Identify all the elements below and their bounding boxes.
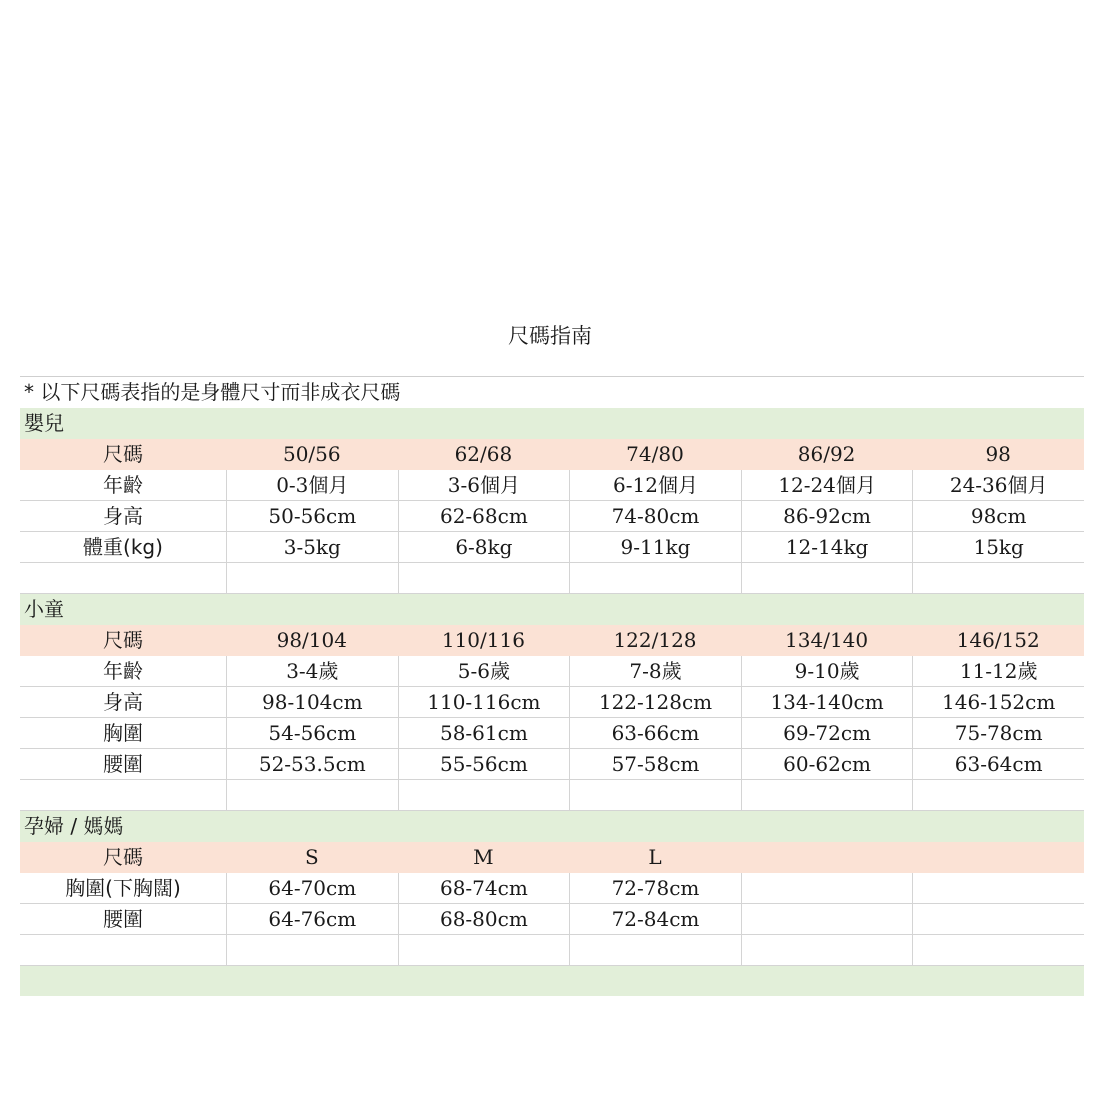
size-header-cell: 98/104 — [276, 628, 347, 652]
size-header-cell: 134/140 — [785, 628, 869, 652]
blank-cell — [912, 563, 1084, 593]
blank-cell — [741, 780, 913, 810]
row-label: 年齡 — [103, 659, 143, 683]
size-note: * 以下尺碼表指的是身體尺寸而非成衣尺碼 — [24, 380, 401, 404]
size-header-row — [20, 842, 1084, 873]
size-header-cell: 74/80 — [626, 442, 684, 466]
table-cell: 5-6歲 — [398, 656, 570, 686]
blank-row — [20, 935, 1084, 966]
table-cell: 3-5kg — [226, 532, 398, 562]
table-row — [20, 532, 1084, 563]
blank-cell — [569, 780, 741, 810]
table-cell: 11-12歲 — [912, 656, 1084, 686]
table-row — [20, 904, 1084, 935]
blank-cell — [569, 935, 741, 965]
blank-cell — [398, 563, 570, 593]
table-cell: 9-10歲 — [741, 656, 913, 686]
table-cell: 146-152cm — [912, 687, 1084, 717]
table-row — [20, 656, 1084, 687]
table-cell: 86-92cm — [741, 501, 913, 531]
table-cell — [741, 873, 913, 903]
blank-cell — [912, 935, 1084, 965]
row-label: 體重(kg) — [83, 535, 163, 559]
section-title: 小童 — [24, 597, 64, 621]
table-cell: 52-53.5cm — [226, 749, 398, 779]
size-header-label: 尺碼 — [103, 845, 143, 869]
size-header-cell: 98 — [985, 442, 1011, 466]
table-cell — [912, 873, 1084, 903]
size-sections — [20, 408, 1084, 966]
size-header-row — [20, 439, 1084, 470]
blank-cell — [741, 935, 913, 965]
table-cell: 72-78cm — [569, 873, 741, 903]
table-row — [20, 687, 1084, 718]
size-header-cell: 122/128 — [613, 628, 697, 652]
table-footer-band — [20, 966, 1084, 996]
section-header — [20, 811, 1084, 842]
table-cell: 15kg — [912, 532, 1084, 562]
table-cell: 98-104cm — [226, 687, 398, 717]
section-header — [20, 408, 1084, 439]
table-cell: 3-4歲 — [226, 656, 398, 686]
size-header-cell: S — [304, 845, 319, 869]
table-cell: 74-80cm — [569, 501, 741, 531]
table-row — [20, 749, 1084, 780]
table-cell: 57-58cm — [569, 749, 741, 779]
size-header-cell: 146/152 — [956, 628, 1040, 652]
table-cell: 6-12個月 — [569, 470, 741, 500]
table-cell: 110-116cm — [398, 687, 570, 717]
table-cell: 62-68cm — [398, 501, 570, 531]
size-header-cell — [912, 842, 1084, 873]
size-header-cell: 50/56 — [282, 442, 341, 466]
table-cell: 12-14kg — [741, 532, 913, 562]
table-cell: 12-24個月 — [741, 470, 913, 500]
blank-row — [20, 563, 1084, 594]
table-cell: 98cm — [912, 501, 1084, 531]
table-cell: 68-80cm — [398, 904, 570, 934]
table-cell: 72-84cm — [569, 904, 741, 934]
blank-cell — [226, 780, 398, 810]
size-header-row — [20, 625, 1084, 656]
size-header-cell: M — [473, 845, 494, 869]
row-label: 胸圍 — [103, 721, 143, 745]
table-cell: 63-64cm — [912, 749, 1084, 779]
row-label: 身高 — [103, 504, 143, 528]
table-cell — [912, 904, 1084, 934]
table-cell: 54-56cm — [226, 718, 398, 748]
table-cell: 50-56cm — [226, 501, 398, 531]
size-header-label: 尺碼 — [103, 628, 143, 652]
table-cell: 69-72cm — [741, 718, 913, 748]
table-cell: 7-8歲 — [569, 656, 741, 686]
section-title: 嬰兒 — [24, 411, 64, 435]
table-cell: 0-3個月 — [226, 470, 398, 500]
table-cell: 68-74cm — [398, 873, 570, 903]
size-header-cell: L — [648, 845, 662, 869]
size-guide-table — [20, 376, 1084, 996]
blank-cell — [741, 563, 913, 593]
table-cell: 64-70cm — [226, 873, 398, 903]
blank-cell — [398, 780, 570, 810]
table-cell: 55-56cm — [398, 749, 570, 779]
table-cell: 63-66cm — [569, 718, 741, 748]
section-title: 孕婦 / 媽媽 — [24, 814, 124, 838]
table-cell — [741, 904, 913, 934]
table-cell: 9-11kg — [569, 532, 741, 562]
page-title: 尺碼指南 — [508, 324, 592, 348]
size-header-cell: 110/116 — [441, 628, 525, 652]
table-cell: 75-78cm — [912, 718, 1084, 748]
table-cell: 122-128cm — [569, 687, 741, 717]
row-label: 身高 — [103, 690, 143, 714]
table-cell: 6-8kg — [398, 532, 570, 562]
blank-cell — [226, 563, 398, 593]
table-cell: 60-62cm — [741, 749, 913, 779]
table-row — [20, 718, 1084, 749]
blank-row — [20, 780, 1084, 811]
table-cell: 3-6個月 — [398, 470, 570, 500]
row-label: 年齡 — [103, 473, 143, 497]
row-label: 腰圍 — [103, 907, 143, 931]
blank-cell — [20, 563, 226, 593]
blank-cell — [20, 780, 226, 810]
blank-cell — [569, 563, 741, 593]
table-cell: 24-36個月 — [912, 470, 1084, 500]
table-row — [20, 873, 1084, 904]
size-header-cell: 62/68 — [454, 442, 513, 466]
blank-cell — [912, 780, 1084, 810]
table-row — [20, 501, 1084, 532]
section-header — [20, 594, 1084, 625]
blank-cell — [398, 935, 570, 965]
size-header-cell — [741, 842, 913, 873]
table-cell: 58-61cm — [398, 718, 570, 748]
table-cell: 134-140cm — [741, 687, 913, 717]
table-cell: 64-76cm — [226, 904, 398, 934]
blank-cell — [20, 935, 226, 965]
blank-cell — [226, 935, 398, 965]
size-header-label: 尺碼 — [103, 442, 143, 466]
size-header-cell: 86/92 — [797, 442, 856, 466]
row-label: 胸圍(下胸闊) — [65, 876, 181, 900]
table-row — [20, 470, 1084, 501]
row-label: 腰圍 — [103, 752, 143, 776]
